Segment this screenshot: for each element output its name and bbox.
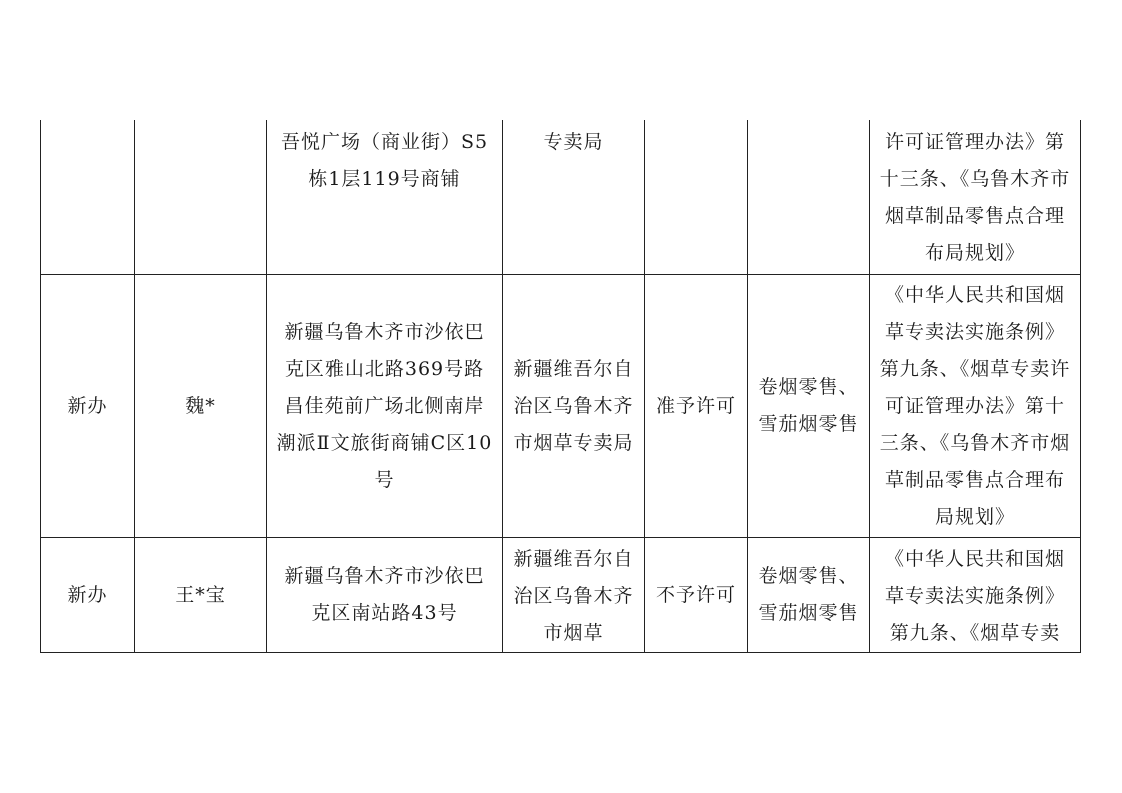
cell-decision bbox=[645, 120, 748, 275]
table-row bbox=[41, 275, 1081, 538]
cell-authority: 新疆维吾尔自治区乌鲁木齐市烟草 bbox=[503, 538, 645, 653]
cell-scope bbox=[748, 120, 870, 275]
cell-scope: 卷烟零售、雪茄烟零售 bbox=[748, 275, 870, 538]
cell-legal-basis: 许可证管理办法》第十三条、《乌鲁木齐市烟草制品零售点合理布局规划》 bbox=[870, 120, 1081, 275]
cell-decision: 不予许可 bbox=[645, 538, 748, 653]
cell-applicant bbox=[135, 120, 267, 275]
cell-address: 吾悦广场（商业街）S5栋1层119号商铺 bbox=[267, 120, 503, 275]
cell-authority: 专卖局 bbox=[503, 120, 645, 275]
table-row bbox=[41, 120, 1081, 275]
cell-applicant: 王*宝 bbox=[135, 538, 267, 653]
cell-scope: 卷烟零售、雪茄烟零售 bbox=[748, 538, 870, 653]
cell-address: 新疆乌鲁木齐市沙依巴克区南站路43号 bbox=[267, 538, 503, 653]
cell-legal-basis: 《中华人民共和国烟草专卖法实施条例》第九条、《烟草专卖许可证管理办法》第十三条、《乌鲁木齐市烟草制品零售点合理布局规划》 bbox=[870, 275, 1081, 538]
cell-type: 新办 bbox=[41, 275, 135, 538]
cell-type: 新办 bbox=[41, 538, 135, 653]
cell-legal-basis: 《中华人民共和国烟草专卖法实施条例》第九条、《烟草专卖 bbox=[870, 538, 1081, 653]
table-row bbox=[41, 538, 1081, 653]
permit-decision-table bbox=[40, 120, 1081, 653]
cell-decision: 准予许可 bbox=[645, 275, 748, 538]
cell-address: 新疆乌鲁木齐市沙依巴克区雅山北路369号路昌佳苑前广场北侧南岸潮派Ⅱ文旅街商铺C区10号 bbox=[267, 275, 503, 538]
cell-authority: 新疆维吾尔自治区乌鲁木齐市烟草专卖局 bbox=[503, 275, 645, 538]
cell-applicant: 魏* bbox=[135, 275, 267, 538]
cell-type bbox=[41, 120, 135, 275]
